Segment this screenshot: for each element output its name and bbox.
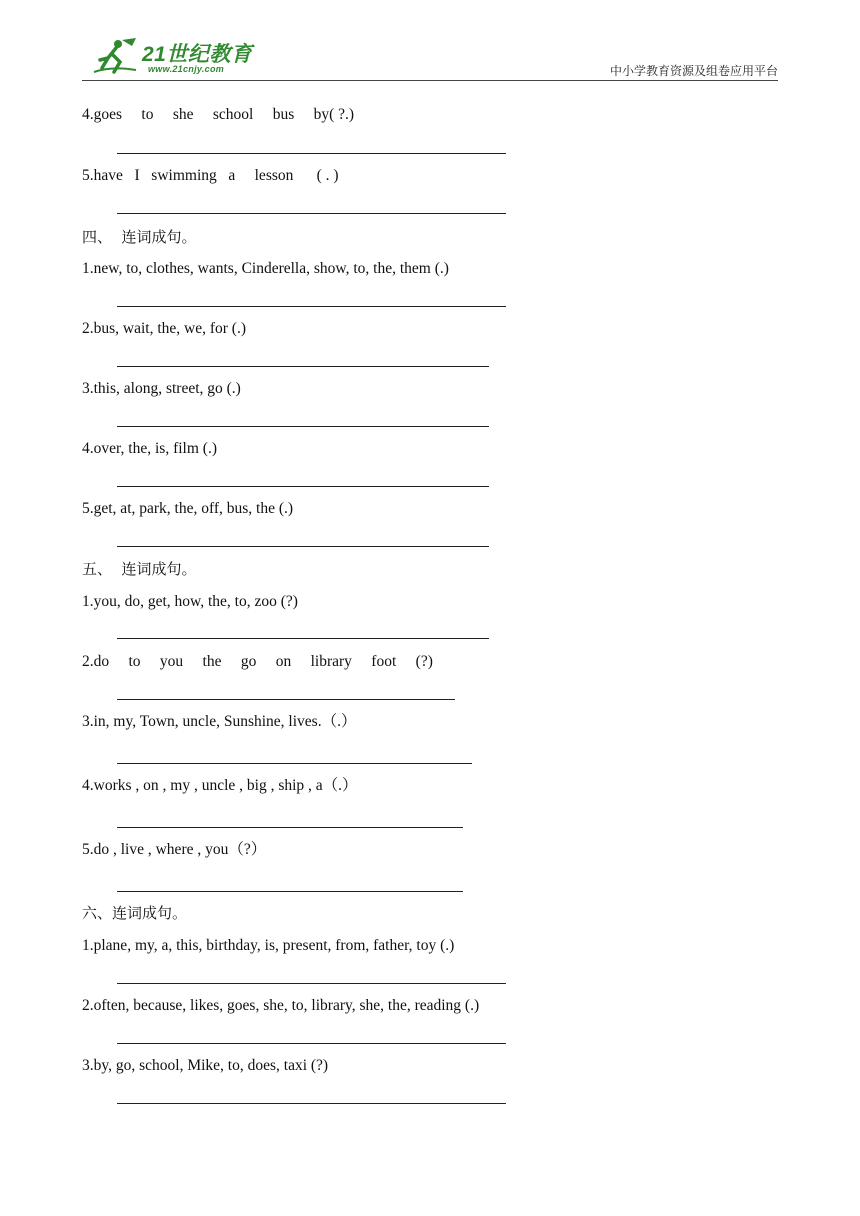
question-line: 4.works , on , my , uncle , big , ship , a（.） [82, 777, 358, 794]
site-name: 中小学教育资源及组卷应用平台 [609, 64, 778, 78]
logo [92, 34, 272, 78]
question-line: 1.you, do, get, how, the, to, zoo (?) [82, 593, 298, 610]
answer-blank[interactable] [117, 213, 506, 214]
runner-logo-icon [92, 36, 140, 76]
question-line: 2.do to you the go on library foot (?) [82, 653, 433, 670]
section-heading: 五、 连词成句。 [82, 560, 197, 578]
question-line: 1.new, to, clothes, wants, Cinderella, show, to, the, them (.) [82, 260, 449, 277]
question-line: 5.do , live , where , you（?） [82, 841, 267, 858]
question-line: 2.often, because, likes, goes, she, to, library, she, the, reading (.) [82, 997, 480, 1014]
answer-blank[interactable] [117, 486, 489, 487]
header-divider [82, 80, 778, 81]
question-line: 5.get, at, park, the, off, bus, the (.) [82, 500, 294, 517]
question-line: 4.over, the, is, film (.) [82, 440, 217, 457]
answer-blank[interactable] [117, 891, 463, 892]
answer-blank[interactable] [117, 306, 506, 307]
question-line: 5.have I swimming a lesson ( . ) [82, 167, 339, 184]
answer-blank[interactable] [117, 983, 506, 984]
logo-text: 21世纪教育 [142, 43, 253, 66]
answer-blank[interactable] [117, 1103, 506, 1104]
section-heading: 六、连词成句。 [82, 904, 188, 922]
question-line: 3.this, along, street, go (.) [82, 380, 241, 397]
question-line: 3.by, go, school, Mike, to, does, taxi (?) [82, 1057, 329, 1074]
answer-blank[interactable] [117, 1043, 506, 1044]
question-line: 3.in, my, Town, uncle, Sunshine, lives.（.） [82, 713, 357, 730]
question-line: 1.plane, my, a, this, birthday, is, present, from, father, toy (.) [82, 937, 455, 954]
answer-blank[interactable] [117, 827, 463, 828]
logo-url: www.21cnjy.com [148, 64, 225, 74]
page-header [82, 30, 778, 82]
answer-blank[interactable] [117, 153, 506, 154]
answer-blank[interactable] [117, 638, 489, 639]
question-line: 2.bus, wait, the, we, for (.) [82, 320, 246, 337]
answer-blank[interactable] [117, 366, 489, 367]
section-heading: 四、 连词成句。 [82, 228, 197, 246]
answer-blank[interactable] [117, 763, 472, 764]
question-line: 4.goes to she school bus by( ?.) [82, 106, 355, 123]
answer-blank[interactable] [117, 426, 489, 427]
answer-blank[interactable] [117, 699, 455, 700]
answer-blank[interactable] [117, 546, 489, 547]
